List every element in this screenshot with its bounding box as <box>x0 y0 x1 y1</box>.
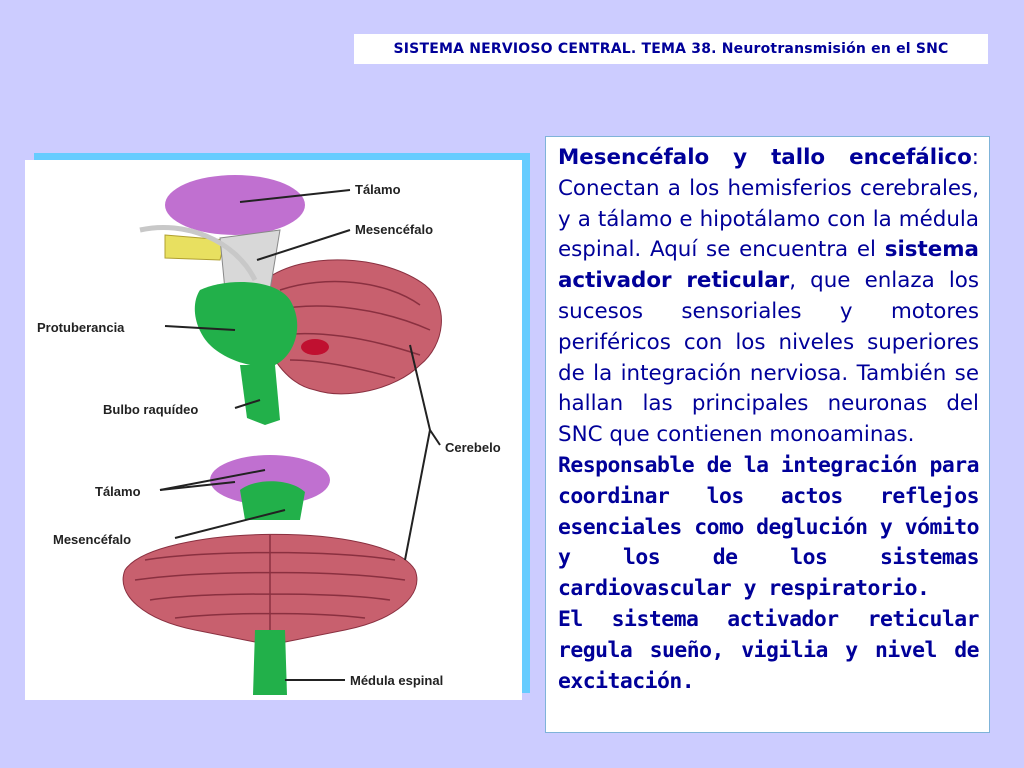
paragraph-3: El sistema activador reticular regula sueño, vigilia y nivel de excitación. <box>558 606 979 694</box>
p1-title: Mesencéfalo y tallo encefálico <box>558 145 972 170</box>
label-talamo-top: Tálamo <box>355 182 401 197</box>
p1-bold-term: sistema activador reticular <box>558 237 979 294</box>
label-talamo-bottom: Tálamo <box>95 484 141 499</box>
header-title: SISTEMA NERVIOSO CENTRAL. TEMA 38. Neurotransmisión en el SNC <box>393 41 949 57</box>
label-protuberancia: Protuberancia <box>37 320 125 335</box>
label-cerebelo: Cerebelo <box>445 440 501 455</box>
brainstem-illustration <box>25 160 522 700</box>
pons-shape <box>195 282 297 366</box>
thalamus-top-shape <box>165 175 305 235</box>
paragraph-1 <box>558 143 979 451</box>
slide-header <box>354 34 988 64</box>
label-bulbo: Bulbo raquídeo <box>103 402 199 417</box>
paragraph-2: Responsable de la integración para coordinar los actos reflejos esenciales como deglución y vómito y los de los sistemas cardiovascular y respiratorio. <box>558 452 979 602</box>
label-mesencefalo-bottom: Mesencéfalo <box>53 532 132 547</box>
label-medula: Médula espinal <box>350 673 444 688</box>
p1-text-b: , que enlaza los sucesos sensoriales y motores periféricos con los niveles superiores de la integración nerviosa. También se hallan las principales neuronas del SNC que contienen monoaminas. <box>558 268 979 448</box>
label-mesencefalo-top: Mesencéfalo <box>355 222 434 237</box>
p1-colon: : <box>971 145 979 170</box>
p1-text-a: Conectan a los hemisferios cerebrales, y a tálamo e hipotálamo con la médula espinal. Aquí se encuentra el <box>558 175 979 263</box>
brainstem-figure <box>25 160 522 700</box>
description-textbox <box>545 136 990 733</box>
